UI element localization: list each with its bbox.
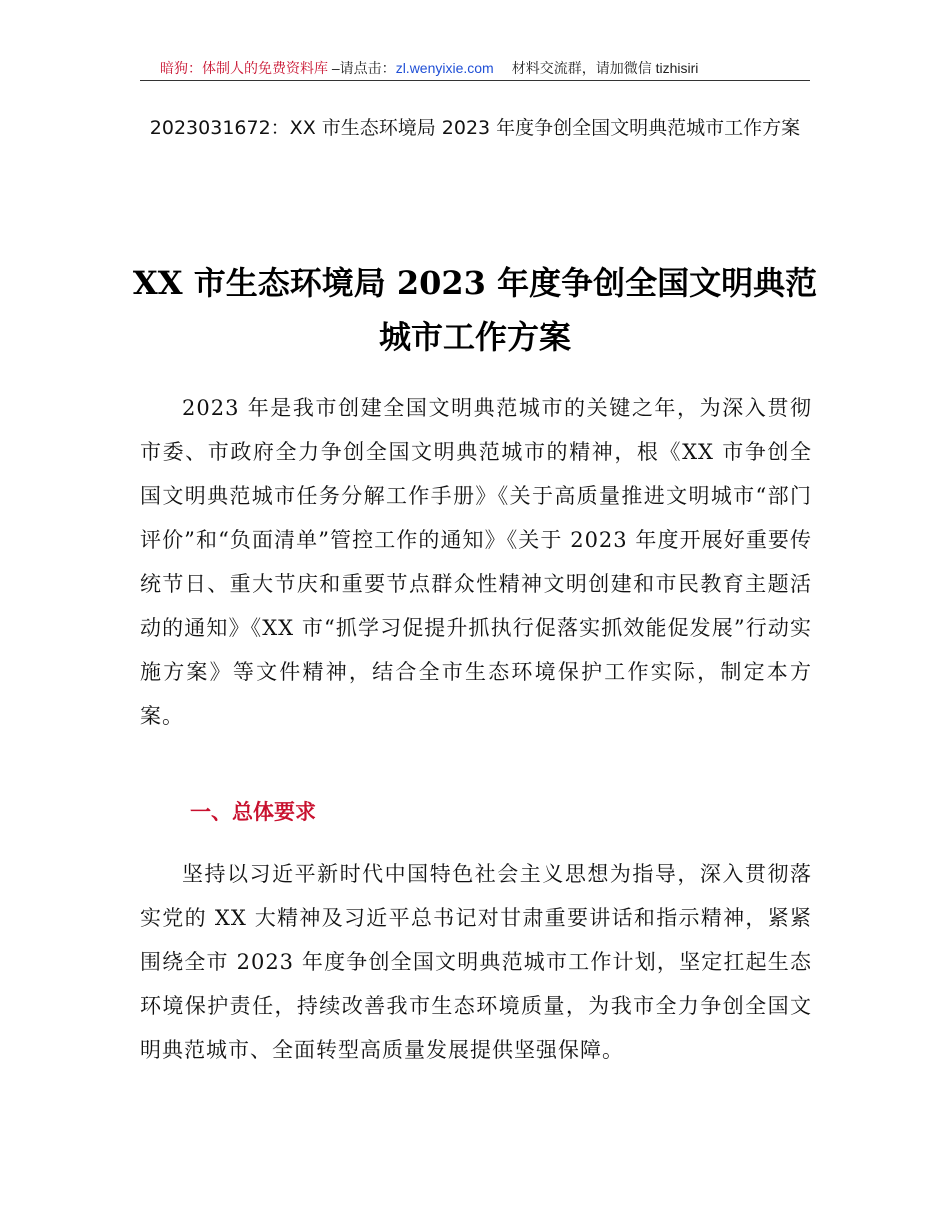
body-paragraph: 坚持以习近平新时代中国特色社会主义思想为指导，深入贯彻落实党的 XX 大精神及习近平总书记对甘肃重要讲话和指示精神，紧紧围绕全市 2023 年度争创全国文明典范城市工作计划，坚定扛起生态环境保护责任，持续改善我市生态环境质量，为我市全力争创全国文明典范城市、全面转型高质量发展提供坚强保障。 (140, 862, 812, 1062)
header-banner (140, 56, 810, 80)
header-divider (140, 80, 810, 81)
header-brand: 暗狗：体制人的免费资料库 (160, 60, 328, 76)
header-contact: 材料交流群，请加微信 tizhisiri (511, 60, 699, 76)
header-link[interactable]: zl.wenyixie.com (395, 60, 494, 76)
document-id-title: 2023031672：XX 市生态环境局 2023 年度争创全国文明典范城市工作方案 (149, 117, 801, 139)
section-heading: 一、总体要求 (190, 800, 316, 824)
intro-paragraph: 2023 年是我市创建全国文明典范城市的关键之年，为深入贯彻市委、市政府全力争创全国文明典范城市的精神，根《XX 市争创全国文明典范城市任务分解工作手册》《关于高质量推进文明城市“部门评价”和“负面清单”管控工作的通知》《关于 2023 年度开展好重要传统节日、重大节庆和重要节点群众性精神文明创建和市民教育主题活动的通知》《XX 市“抓学习促提升抓执行促落实抓效能促发展”行动实施方案》等文件精神，结合全市生态环境保护工作实际，制定本方案。 (140, 396, 812, 728)
header-separator: –请点击： (328, 60, 396, 76)
page-title: XX 市生态环境局 2023 年度争创全国文明典范城市工作方案 (132, 264, 818, 356)
